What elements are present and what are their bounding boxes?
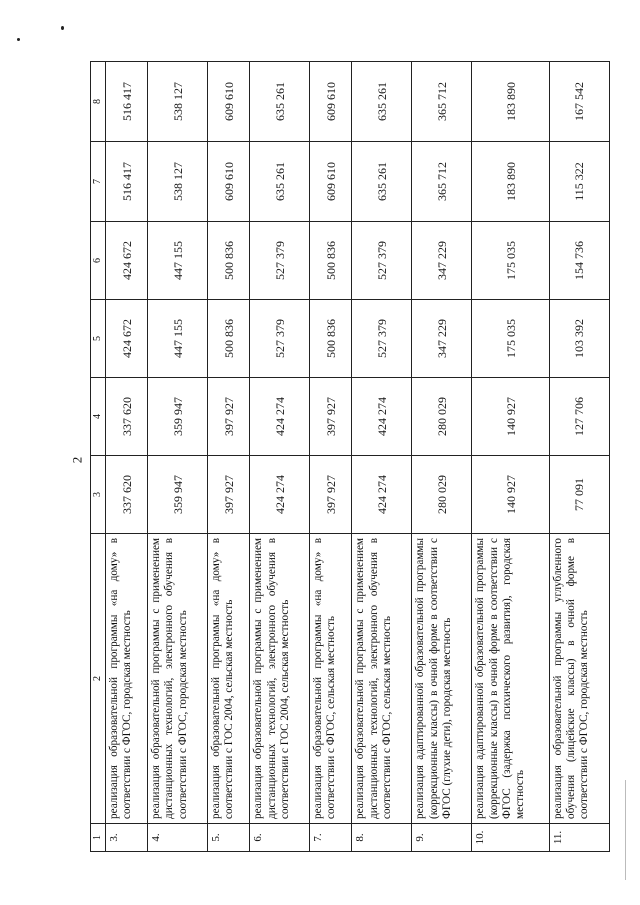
table-row <box>472 62 550 852</box>
value-cell: 397 927 <box>208 456 250 534</box>
value-cell: 424 672 <box>106 222 148 300</box>
value-cell: 516 417 <box>106 142 148 222</box>
value-cell: 167 542 <box>549 62 609 142</box>
value-cell: 77 091 <box>549 456 609 534</box>
value-cell: 154 736 <box>549 222 609 300</box>
scan-speck <box>61 26 64 30</box>
value-cell: 347 229 <box>412 300 472 378</box>
value-cell: 516 417 <box>106 62 148 142</box>
description-cell: реализация образовательной программы «на дому» в соответствии с ФГОС, сельская местность <box>310 534 352 824</box>
row-number-cell: 9. <box>412 824 472 852</box>
value-cell: 365 712 <box>412 62 472 142</box>
value-cell: 635 261 <box>250 142 310 222</box>
scan-speck <box>17 38 20 41</box>
value-cell: 183 890 <box>472 142 550 222</box>
value-cell: 609 610 <box>310 62 352 142</box>
value-cell: 175 035 <box>472 300 550 378</box>
value-cell: 397 927 <box>208 378 250 456</box>
row-number-cell: 8. <box>352 824 412 852</box>
value-cell: 447 155 <box>148 300 208 378</box>
value-cell: 140 927 <box>472 378 550 456</box>
table-row <box>106 62 148 852</box>
value-cell: 527 379 <box>250 300 310 378</box>
table-row <box>148 62 208 852</box>
value-cell: 424 274 <box>250 378 310 456</box>
value-cell: 635 261 <box>352 62 412 142</box>
value-cell: 500 836 <box>310 300 352 378</box>
value-cell: 500 836 <box>208 300 250 378</box>
value-cell: 359 947 <box>148 378 208 456</box>
value-cell: 635 261 <box>250 62 310 142</box>
value-cell: 280 029 <box>412 378 472 456</box>
header-cell: 4 <box>91 378 106 456</box>
value-cell: 347 229 <box>412 222 472 300</box>
value-cell: 127 706 <box>549 378 609 456</box>
table-row <box>250 62 310 852</box>
header-row <box>91 62 106 852</box>
value-cell: 538 127 <box>148 62 208 142</box>
value-cell: 527 379 <box>250 222 310 300</box>
row-number-cell: 6. <box>250 824 310 852</box>
value-cell: 140 927 <box>472 456 550 534</box>
header-cell: 1 <box>91 824 106 852</box>
value-cell: 280 029 <box>412 456 472 534</box>
value-cell: 115 322 <box>549 142 609 222</box>
value-cell: 500 836 <box>310 222 352 300</box>
row-number-cell: 11. <box>549 824 609 852</box>
description-cell: реализация образовательной программы с применением дистанционных технологий, электронного обучения в соответствии с ФГОС, городская местность <box>148 534 208 824</box>
row-number-cell: 5. <box>208 824 250 852</box>
header-cell: 3 <box>91 456 106 534</box>
header-cell: 2 <box>91 534 106 824</box>
description-cell: реализация адаптированной образовательной программы (коррекционные классы) в очной форме в соответствии с ФГОС (задержка психического развития), городская местность <box>472 534 550 824</box>
table-row <box>310 62 352 852</box>
value-cell: 527 379 <box>352 222 412 300</box>
value-cell: 397 927 <box>310 378 352 456</box>
table-row <box>549 62 609 852</box>
table-frame <box>90 62 610 852</box>
value-cell: 447 155 <box>148 222 208 300</box>
description-cell: реализация образовательной программы углубленного обучения (лицейские классы) в очной форме в соответствии с ФГОС, городская местность <box>549 534 609 824</box>
header-cell: 8 <box>91 62 106 142</box>
header-cell: 7 <box>91 142 106 222</box>
value-cell: 397 927 <box>310 456 352 534</box>
cost-table <box>90 61 610 852</box>
table-row <box>208 62 250 852</box>
description-cell: реализация адаптированной образовательной программы (коррекционные классы) в очной форме в соответствии с ФГОС (глухие дети), городская местность <box>412 534 472 824</box>
value-cell: 359 947 <box>148 456 208 534</box>
value-cell: 609 610 <box>208 62 250 142</box>
value-cell: 609 610 <box>208 142 250 222</box>
value-cell: 337 620 <box>106 456 148 534</box>
value-cell: 424 672 <box>106 300 148 378</box>
value-cell: 183 890 <box>472 62 550 142</box>
value-cell: 337 620 <box>106 378 148 456</box>
value-cell: 527 379 <box>352 300 412 378</box>
description-cell: реализация образовательной программы «на дому» в соответствии с ГОС 2004, сельская местность <box>208 534 250 824</box>
value-cell: 500 836 <box>208 222 250 300</box>
value-cell: 538 127 <box>148 142 208 222</box>
table-row <box>352 62 412 852</box>
page-number: 2 <box>69 456 85 464</box>
value-cell: 424 274 <box>352 378 412 456</box>
row-number-cell: 3. <box>106 824 148 852</box>
row-number-cell: 10. <box>472 824 550 852</box>
scan-edge-line <box>625 780 626 880</box>
row-number-cell: 7. <box>310 824 352 852</box>
header-cell: 5 <box>91 300 106 378</box>
value-cell: 365 712 <box>412 142 472 222</box>
rotated-table-container <box>90 62 610 852</box>
value-cell: 103 392 <box>549 300 609 378</box>
description-cell: реализация образовательной программы «на дому» в соответствии с ФГОС, городская местность <box>106 534 148 824</box>
description-cell: реализация образовательной программы с применением дистанционных технологий, электронного обучения в соответствии с ГОС 2004, сельская местность <box>250 534 310 824</box>
description-cell: реализация образовательной программы с применением дистанционных технологий, электронного обучения в соответствии с ФГОС, сельская местность <box>352 534 412 824</box>
header-cell: 6 <box>91 222 106 300</box>
value-cell: 635 261 <box>352 142 412 222</box>
row-number-cell: 4. <box>148 824 208 852</box>
table-row <box>412 62 472 852</box>
value-cell: 424 274 <box>250 456 310 534</box>
value-cell: 175 035 <box>472 222 550 300</box>
value-cell: 424 274 <box>352 456 412 534</box>
value-cell: 609 610 <box>310 142 352 222</box>
